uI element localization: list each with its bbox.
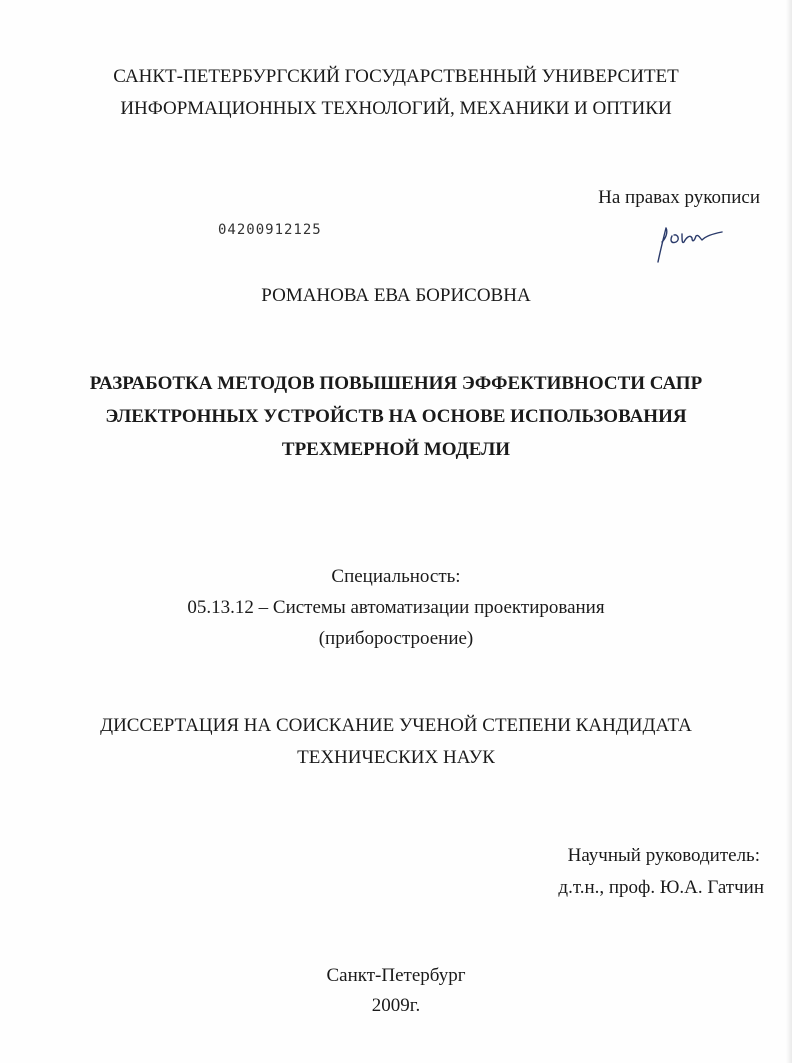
archive-stamp-number: 04200912125 (218, 222, 322, 238)
title-line-1: РАЗРАБОТКА МЕТОДОВ ПОВЫШЕНИЯ ЭФФЕКТИВНОСТИ САПР (89, 373, 703, 394)
supervisor-name: д.т.н., проф. Ю.А. Гатчин (558, 877, 764, 898)
university-line-1: САНКТ-ПЕТЕРБУРГСКИЙ ГОСУДАРСТВЕННЫЙ УНИВЕРСИТЕТ (113, 66, 679, 87)
supervisor-label: Научный руководитель: (567, 845, 760, 866)
title-line-3: ТРЕХМЕРНОЙ МОДЕЛИ (281, 439, 511, 460)
title-line-2: ЭЛЕКТРОННЫХ УСТРОЙСТВ НА ОСНОВЕ ИСПОЛЬЗОВАНИЯ (105, 406, 687, 427)
specialty-subline: (приборостроение) (318, 628, 474, 649)
author-name: РОМАНОВА ЕВА БОРИСОВНА (261, 285, 531, 306)
dissertation-line-2: ТЕХНИЧЕСКИХ НАУК (297, 747, 495, 768)
year: 2009г. (371, 995, 421, 1016)
specialty-label: Специальность: (331, 566, 461, 587)
manuscript-note: На правах рукописи (598, 187, 760, 208)
signature-icon (648, 222, 730, 266)
page-edge-shadow (786, 0, 792, 1063)
dissertation-line-1: ДИССЕРТАЦИЯ НА СОИСКАНИЕ УЧЕНОЙ СТЕПЕНИ КАНДИДАТА (100, 715, 692, 736)
city: Санкт-Петербург (326, 965, 466, 986)
university-line-2: ИНФОРМАЦИОННЫХ ТЕХНОЛОГИЙ, МЕХАНИКИ И ОПТИКИ (120, 98, 672, 119)
specialty-code: 05.13.12 – Системы автоматизации проектирования (187, 597, 605, 618)
